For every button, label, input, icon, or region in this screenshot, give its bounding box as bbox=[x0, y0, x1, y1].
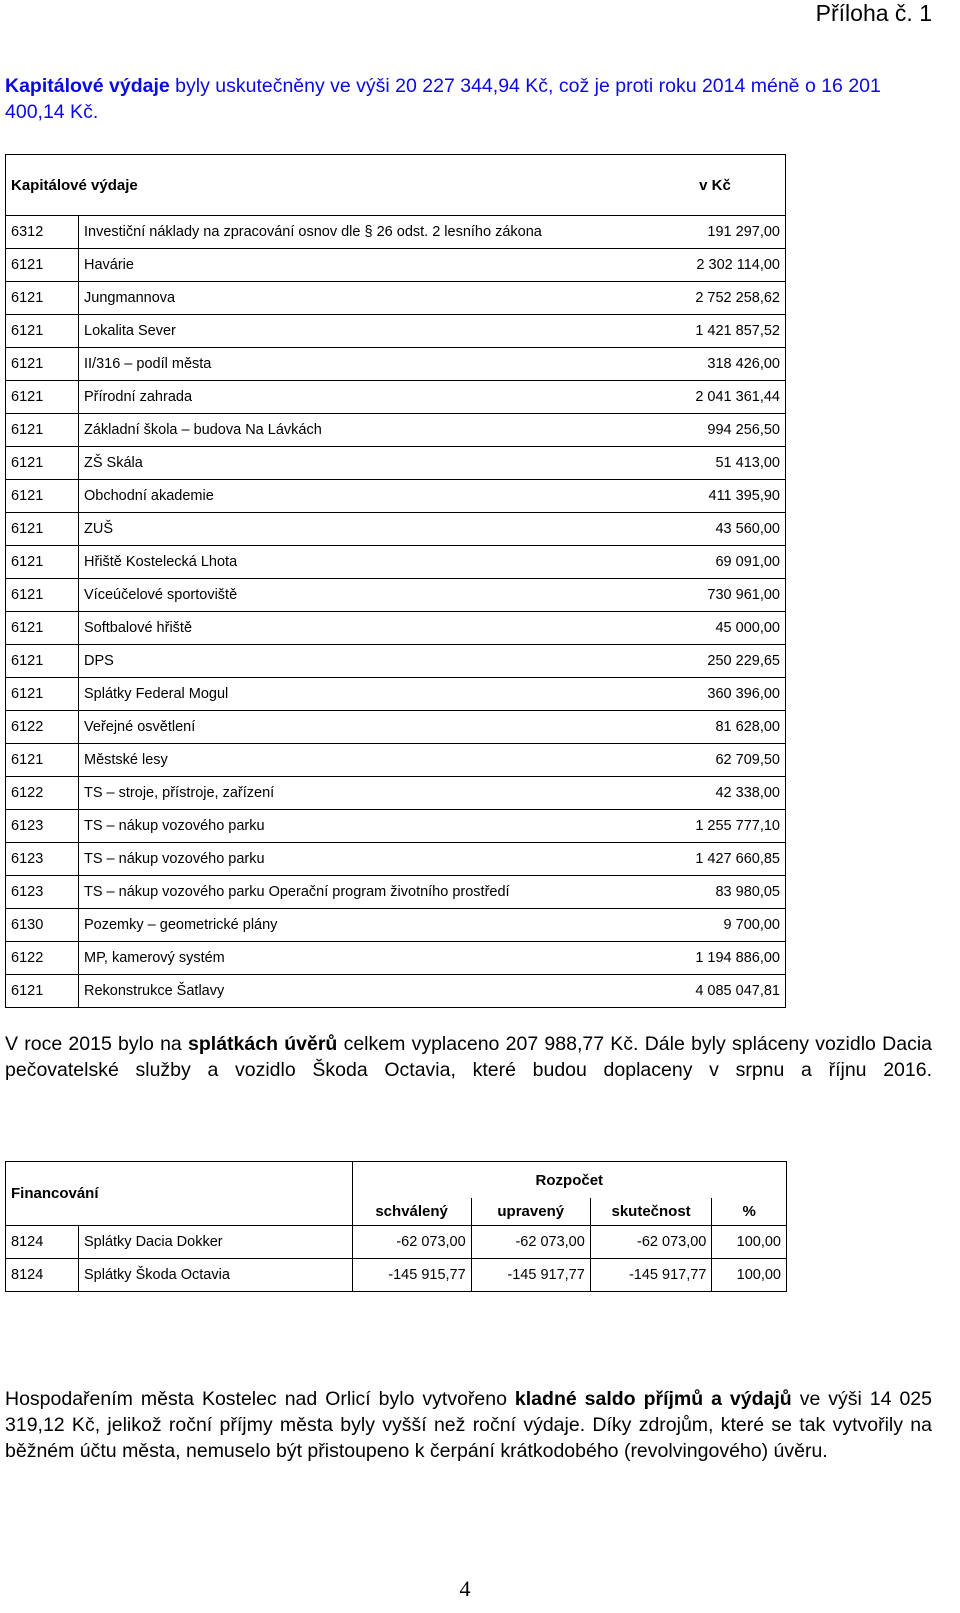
table-row bbox=[6, 447, 786, 480]
row-actual: -62 073,00 bbox=[590, 1226, 712, 1259]
row-name: Investiční náklady na zpracování osnov dle § 26 odst. 2 lesního zákona bbox=[79, 216, 646, 249]
row-amount: 4 085 047,81 bbox=[645, 975, 786, 1008]
row-amount: 1 255 777,10 bbox=[645, 810, 786, 843]
row-name: Přírodní zahrada bbox=[79, 381, 646, 414]
table-row bbox=[6, 777, 786, 810]
loans-paragraph bbox=[5, 1031, 932, 1083]
row-name: MP, kamerový systém bbox=[79, 942, 646, 975]
row-code: 6121 bbox=[6, 678, 79, 711]
row-code: 8124 bbox=[6, 1226, 79, 1259]
row-code: 6312 bbox=[6, 216, 79, 249]
col-adjusted: upravený bbox=[471, 1198, 590, 1226]
row-amount: 1 194 886,00 bbox=[645, 942, 786, 975]
row-code: 6123 bbox=[6, 810, 79, 843]
table-row bbox=[6, 579, 786, 612]
table-row bbox=[6, 414, 786, 447]
budget-header: Rozpočet bbox=[352, 1162, 786, 1199]
row-name: TS – nákup vozového parku Operační program životního prostředí bbox=[79, 876, 646, 909]
row-amount: 411 395,90 bbox=[645, 480, 786, 513]
row-code: 6121 bbox=[6, 546, 79, 579]
row-name: Splátky Škoda Octavia bbox=[79, 1259, 353, 1292]
row-code: 6121 bbox=[6, 348, 79, 381]
financing-table bbox=[5, 1161, 787, 1292]
row-code: 6121 bbox=[6, 975, 79, 1008]
row-amount: 250 229,65 bbox=[645, 645, 786, 678]
row-name: Havárie bbox=[79, 249, 646, 282]
row-code: 6121 bbox=[6, 282, 79, 315]
table-row bbox=[6, 546, 786, 579]
row-amount: 51 413,00 bbox=[645, 447, 786, 480]
table-row bbox=[6, 876, 786, 909]
table-row bbox=[6, 612, 786, 645]
row-name: TS – stroje, přístroje, zařízení bbox=[79, 777, 646, 810]
annex-label: Příloha č. 1 bbox=[815, 0, 932, 26]
row-code: 6121 bbox=[6, 447, 79, 480]
row-name: II/316 – podíl města bbox=[79, 348, 646, 381]
row-name: Softbalové hřiště bbox=[79, 612, 646, 645]
row-code: 6121 bbox=[6, 513, 79, 546]
row-amount: 83 980,05 bbox=[645, 876, 786, 909]
row-code: 6123 bbox=[6, 843, 79, 876]
row-percent: 100,00 bbox=[712, 1226, 787, 1259]
capital-expenditure-intro bbox=[5, 73, 932, 125]
row-approved: -145 915,77 bbox=[352, 1259, 471, 1292]
row-amount: 2 302 114,00 bbox=[645, 249, 786, 282]
table-row bbox=[6, 513, 786, 546]
row-code: 6121 bbox=[6, 480, 79, 513]
row-code: 6121 bbox=[6, 249, 79, 282]
table-row bbox=[6, 1259, 787, 1292]
capital-table-header bbox=[6, 155, 786, 216]
result-bold: kladné saldo příjmů a výdajů bbox=[514, 1388, 792, 1410]
capital-table-header-label: Kapitálové výdaje bbox=[6, 155, 646, 216]
result-text-2: ve výši 14 025 319,12 Kč, jelikož roční příjmy města byly vyšší než roční výdaje. Díky zdrojům, které se tak vytvořily na běžném účtu města, nemuselo být přistoupeno k čerpání krátkodobého (revolvingového) úvěru. bbox=[5, 1388, 932, 1462]
table-row bbox=[6, 381, 786, 414]
result-paragraph bbox=[5, 1386, 932, 1464]
table-row bbox=[6, 909, 786, 942]
row-name: Víceúčelové sportoviště bbox=[79, 579, 646, 612]
table-row bbox=[6, 645, 786, 678]
row-amount: 69 091,00 bbox=[645, 546, 786, 579]
intro-bold-label: Kapitálové výdaje bbox=[5, 75, 170, 97]
row-amount: 1 421 857,52 bbox=[645, 315, 786, 348]
row-name: TS – nákup vozového parku bbox=[79, 843, 646, 876]
row-amount: 994 256,50 bbox=[645, 414, 786, 447]
table-row bbox=[6, 348, 786, 381]
row-adjusted: -145 917,77 bbox=[471, 1259, 590, 1292]
row-adjusted: -62 073,00 bbox=[471, 1226, 590, 1259]
row-amount: 730 961,00 bbox=[645, 579, 786, 612]
row-amount: 62 709,50 bbox=[645, 744, 786, 777]
page-number: 4 bbox=[459, 1576, 471, 1601]
table-row bbox=[6, 480, 786, 513]
row-code: 6121 bbox=[6, 612, 79, 645]
loans-text-1: V roce 2015 bylo na bbox=[5, 1033, 189, 1055]
col-approved: schválený bbox=[352, 1198, 471, 1226]
table-row bbox=[6, 942, 786, 975]
row-code: 6121 bbox=[6, 744, 79, 777]
row-name: Rekonstrukce Šatlavy bbox=[79, 975, 646, 1008]
table-row bbox=[6, 810, 786, 843]
row-amount: 2 041 361,44 bbox=[645, 381, 786, 414]
col-actual: skutečnost bbox=[590, 1198, 712, 1226]
row-code: 6121 bbox=[6, 381, 79, 414]
row-amount: 318 426,00 bbox=[645, 348, 786, 381]
row-amount: 360 396,00 bbox=[645, 678, 786, 711]
row-code: 6121 bbox=[6, 315, 79, 348]
table-row bbox=[6, 282, 786, 315]
row-name: Veřejné osvětlení bbox=[79, 711, 646, 744]
result-text-1: Hospodařením města Kostelec nad Orlicí bylo vytvořeno bbox=[5, 1388, 515, 1410]
capital-table-header-unit: v Kč bbox=[645, 155, 786, 216]
table-row bbox=[6, 975, 786, 1008]
row-name: Jungmannova bbox=[79, 282, 646, 315]
row-amount: 9 700,00 bbox=[645, 909, 786, 942]
row-code: 6122 bbox=[6, 777, 79, 810]
row-amount: 1 427 660,85 bbox=[645, 843, 786, 876]
capital-expenditure-table bbox=[5, 154, 786, 1008]
row-code: 6121 bbox=[6, 579, 79, 612]
loans-text-2: celkem vyplaceno 207 988,77 Kč. Dále byly spláceny vozidlo Dacia pečovatelské služby a vozidlo Škoda Octavia, které budou doplaceny v srpnu a říjnu 2016. bbox=[5, 1033, 932, 1081]
row-code: 6130 bbox=[6, 909, 79, 942]
row-code: 6122 bbox=[6, 942, 79, 975]
table-row bbox=[6, 678, 786, 711]
row-name: Obchodní akademie bbox=[79, 480, 646, 513]
row-amount: 45 000,00 bbox=[645, 612, 786, 645]
row-amount: 43 560,00 bbox=[645, 513, 786, 546]
row-code: 6122 bbox=[6, 711, 79, 744]
row-code: 6121 bbox=[6, 645, 79, 678]
table-row bbox=[6, 744, 786, 777]
financing-header-label: Financování bbox=[6, 1162, 353, 1226]
row-name: TS – nákup vozového parku bbox=[79, 810, 646, 843]
col-percent: % bbox=[712, 1198, 787, 1226]
row-name: Lokalita Sever bbox=[79, 315, 646, 348]
row-name: Hřiště Kostelecká Lhota bbox=[79, 546, 646, 579]
intro-text: byly uskutečněny ve výši 20 227 344,94 Kč, což je proti roku 2014 méně o 16 201 400,14 Kč. bbox=[5, 75, 881, 123]
row-name: ZŠ Skála bbox=[79, 447, 646, 480]
table-row bbox=[6, 315, 786, 348]
row-approved: -62 073,00 bbox=[352, 1226, 471, 1259]
row-percent: 100,00 bbox=[712, 1259, 787, 1292]
row-name: Základní škola – budova Na Lávkách bbox=[79, 414, 646, 447]
row-amount: 2 752 258,62 bbox=[645, 282, 786, 315]
table-row bbox=[6, 216, 786, 249]
row-name: DPS bbox=[79, 645, 646, 678]
row-code: 6123 bbox=[6, 876, 79, 909]
row-name: Splátky Dacia Dokker bbox=[79, 1226, 353, 1259]
table-row bbox=[6, 843, 786, 876]
row-name: Městské lesy bbox=[79, 744, 646, 777]
row-name: Splátky Federal Mogul bbox=[79, 678, 646, 711]
row-code: 6121 bbox=[6, 414, 79, 447]
row-amount: 191 297,00 bbox=[645, 216, 786, 249]
row-name: Pozemky – geometrické plány bbox=[79, 909, 646, 942]
table-row bbox=[6, 1226, 787, 1259]
row-actual: -145 917,77 bbox=[590, 1259, 712, 1292]
row-amount: 42 338,00 bbox=[645, 777, 786, 810]
table-row bbox=[6, 249, 786, 282]
row-name: ZUŠ bbox=[79, 513, 646, 546]
financing-header-row bbox=[6, 1162, 787, 1199]
row-code: 8124 bbox=[6, 1259, 79, 1292]
table-row bbox=[6, 711, 786, 744]
loans-bold: splátkách úvěrů bbox=[188, 1033, 338, 1055]
row-amount: 81 628,00 bbox=[645, 711, 786, 744]
